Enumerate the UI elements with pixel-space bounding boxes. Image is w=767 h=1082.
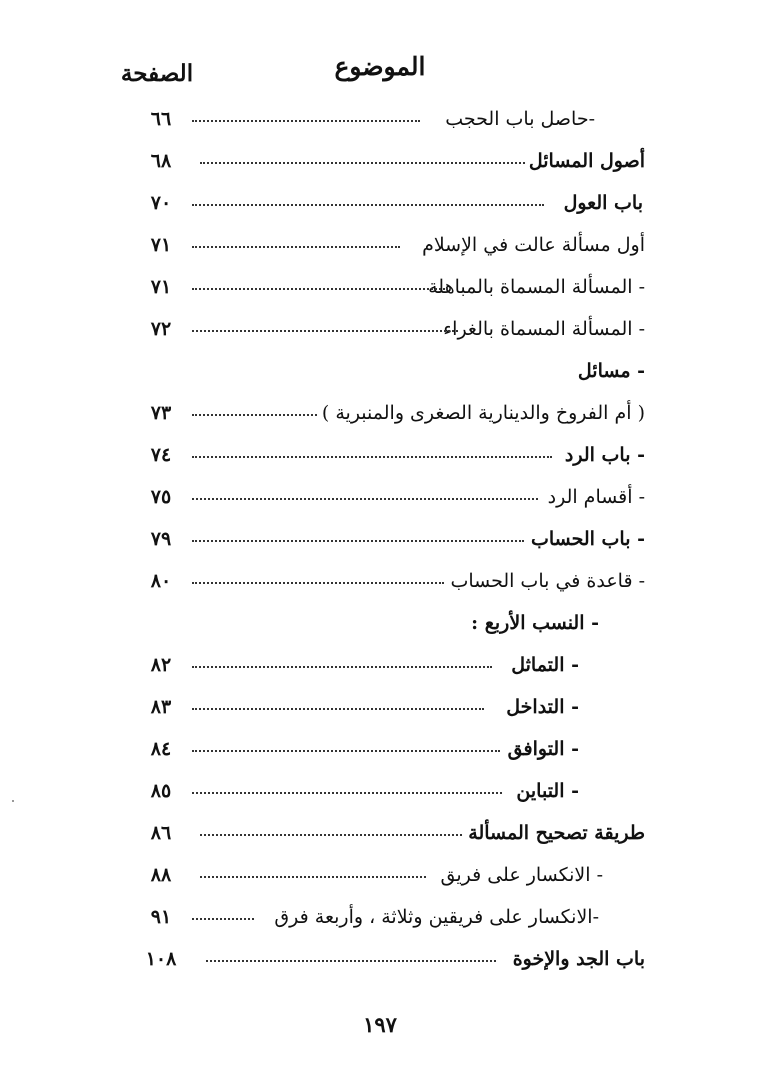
toc-entry-title: - قاعدة في باب الحساب: [450, 570, 645, 592]
toc-entry: [0, 478, 767, 518]
scan-speck: [12, 800, 14, 802]
toc-entry-page: ٩١: [150, 906, 172, 928]
toc-entry-title: - مسائل: [577, 360, 645, 382]
toc-entry-page: ٧١: [150, 234, 172, 256]
toc-entry: [0, 772, 767, 812]
toc-entry-page: ٧٥: [150, 486, 172, 508]
toc-entry: [0, 940, 767, 980]
toc-leader-dots: [192, 120, 420, 122]
toc-entry-title: - التداخل: [506, 696, 579, 718]
toc-leader-dots: [200, 834, 462, 836]
toc-leader-dots: [192, 666, 492, 668]
toc-leader-dots: [192, 246, 400, 248]
topic-column-header: الموضوع: [334, 52, 426, 81]
toc-entry-page: ٨٢: [150, 654, 172, 676]
toc-entry: [0, 436, 767, 476]
toc-entry-title: -حاصل باب الحجب: [445, 108, 595, 130]
toc-entry: [0, 394, 767, 434]
toc-entry-title: - النسب الأربع :: [471, 612, 599, 634]
toc-leader-dots: [192, 204, 544, 206]
toc-entry-title: باب العول: [563, 192, 643, 214]
toc-entry: [0, 184, 767, 224]
toc-entry-page: ٧٢: [150, 318, 172, 340]
toc-entry: [0, 268, 767, 308]
toc-entry-title: - التباين: [516, 780, 579, 802]
toc-leader-dots: [192, 288, 448, 290]
page-number: ١٩٧: [363, 1012, 397, 1037]
toc-entry-title: - باب الحساب: [530, 528, 645, 550]
toc-entry-page: ٧٣: [150, 402, 172, 424]
toc-entry-title: - أقسام الرد: [547, 486, 645, 508]
toc-entry-page: ٨٤: [150, 738, 172, 760]
toc-entry-title: -الانكسار على فريقين وثلاثة ، وأربعة فرق: [274, 906, 599, 928]
toc-entry-page: ٨٠: [150, 570, 172, 592]
toc-leader-dots: [192, 750, 500, 752]
toc-entry: [0, 604, 767, 644]
toc-entry-page: ٦٨: [150, 150, 172, 172]
toc-entry-title: - المسألة المسماة بالغراء: [443, 318, 645, 340]
toc-entry-title: ( أم الفروخ والدينارية الصغرى والمنبرية ): [321, 402, 645, 424]
toc-entry: [0, 352, 767, 392]
toc-entry: [0, 562, 767, 602]
toc-entry-title: أصول المسائل: [528, 150, 645, 172]
toc-entry-page: ٧١: [150, 276, 172, 298]
toc-entry-page: ٨٨: [150, 864, 172, 886]
toc-entry: [0, 814, 767, 854]
toc-leader-dots: [192, 792, 502, 794]
toc-entry: [0, 100, 767, 140]
toc-leader-dots: [206, 960, 496, 962]
toc-entry-page: ٧٩: [150, 528, 172, 550]
toc-entry-title: باب الجد والإخوة: [512, 948, 645, 970]
toc-entry-title: أول مسألة عالت في الإسلام: [422, 234, 645, 256]
toc-entry-page: ١٠٨: [145, 948, 177, 970]
toc-leader-dots: [200, 162, 525, 164]
toc-entry: [0, 520, 767, 560]
toc-entry-title: - التماثل: [511, 654, 579, 676]
toc-leader-dots: [192, 708, 484, 710]
toc-leader-dots: [192, 414, 317, 416]
toc-leader-dots: [192, 498, 538, 500]
toc-leader-dots: [192, 456, 552, 458]
toc-leader-dots: [192, 540, 524, 542]
toc-entry-page: ٨٣: [150, 696, 172, 718]
toc-entry: [0, 898, 767, 938]
toc-entry-title: - الانكسار على فريق: [440, 864, 603, 886]
toc-entry: [0, 646, 767, 686]
toc-leader-dots: [192, 918, 254, 920]
toc-leader-dots: [192, 582, 444, 584]
toc-entry: [0, 142, 767, 182]
toc-entry: [0, 856, 767, 896]
toc-entry-page: ٦٦: [150, 108, 172, 130]
toc-entry-title: طريقة تصحيح المسألة: [468, 822, 645, 844]
toc-entry-page: ٧٠: [150, 192, 172, 214]
toc-entry: [0, 310, 767, 350]
toc-entry-page: ٨٦: [150, 822, 172, 844]
toc-entry: [0, 226, 767, 266]
toc-leader-dots: [192, 330, 458, 332]
toc-leader-dots: [200, 876, 426, 878]
toc-entry: [0, 688, 767, 728]
toc-entry: [0, 730, 767, 770]
toc-entry-title: - التوافق: [507, 738, 579, 760]
page-column-header: الصفحة: [120, 60, 194, 87]
toc-entry-title: - باب الرد: [564, 444, 645, 466]
toc-entry-page: ٧٤: [150, 444, 172, 466]
toc-entry-title: - المسألة المسماة بالمباهلة: [428, 276, 645, 298]
toc-entry-page: ٨٥: [150, 780, 172, 802]
